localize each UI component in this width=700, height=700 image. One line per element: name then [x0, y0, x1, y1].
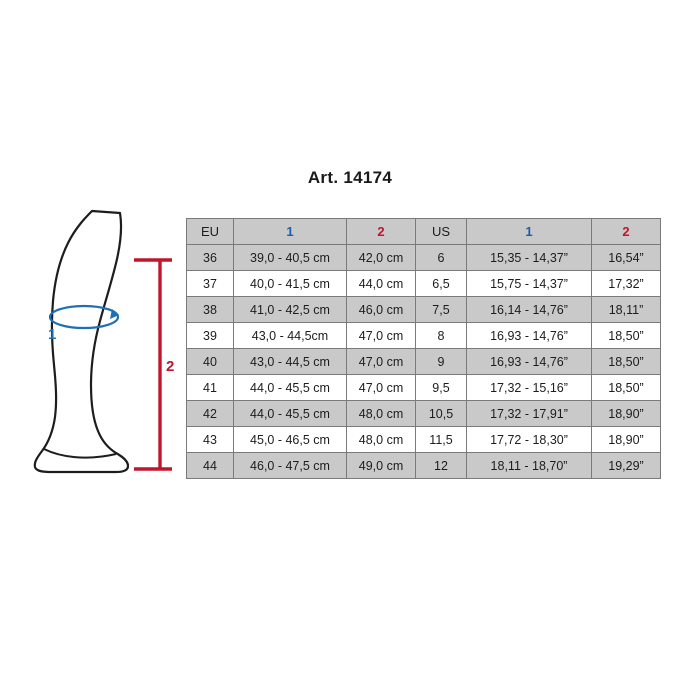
cell-in-circumference: 15,75 - 14,37” — [467, 271, 592, 297]
cell-cm-circumference: 46,0 - 47,5 cm — [234, 453, 347, 479]
cell-eu: 37 — [187, 271, 234, 297]
size-table — [186, 218, 661, 479]
table-row — [187, 375, 661, 401]
header-in-height: 2 — [592, 219, 661, 245]
cell-us: 9,5 — [416, 375, 467, 401]
header-in-circumference: 1 — [467, 219, 592, 245]
cell-eu: 42 — [187, 401, 234, 427]
header-cm-height: 2 — [347, 219, 416, 245]
table-row — [187, 401, 661, 427]
cell-in-height: 18,90” — [592, 427, 661, 453]
cell-in-circumference: 15,35 - 14,37” — [467, 245, 592, 271]
header-us: US — [416, 219, 467, 245]
cell-in-height: 18,11” — [592, 297, 661, 323]
cell-in-circumference: 17,32 - 15,16” — [467, 375, 592, 401]
cell-cm-height: 48,0 cm — [347, 401, 416, 427]
cell-in-height: 18,50” — [592, 375, 661, 401]
cell-cm-height: 42,0 cm — [347, 245, 416, 271]
table-row — [187, 349, 661, 375]
cell-cm-circumference: 43,0 - 44,5 cm — [234, 349, 347, 375]
cell-us: 10,5 — [416, 401, 467, 427]
cell-in-height: 17,32” — [592, 271, 661, 297]
cell-us: 12 — [416, 453, 467, 479]
cell-eu: 39 — [187, 323, 234, 349]
cell-eu: 36 — [187, 245, 234, 271]
cell-cm-circumference: 41,0 - 42,5 cm — [234, 297, 347, 323]
cell-cm-height: 47,0 cm — [347, 375, 416, 401]
cell-us: 6,5 — [416, 271, 467, 297]
cell-cm-circumference: 44,0 - 45,5 cm — [234, 375, 347, 401]
header-cm-circumference: 1 — [234, 219, 347, 245]
table-row — [187, 271, 661, 297]
page-title: Art. 14174 — [307, 168, 393, 187]
cell-in-height: 18,90” — [592, 401, 661, 427]
cell-us: 6 — [416, 245, 467, 271]
cell-cm-circumference: 45,0 - 46,5 cm — [234, 427, 347, 453]
cell-cm-height: 46,0 cm — [347, 297, 416, 323]
cell-cm-circumference: 43,0 - 44,5cm — [234, 323, 347, 349]
cell-cm-circumference: 44,0 - 45,5 cm — [234, 401, 347, 427]
cell-cm-height: 48,0 cm — [347, 427, 416, 453]
cell-cm-height: 47,0 cm — [347, 349, 416, 375]
cell-in-height: 16,54” — [592, 245, 661, 271]
cell-eu: 38 — [187, 297, 234, 323]
cell-in-height: 18,50” — [592, 323, 661, 349]
cell-eu: 40 — [187, 349, 234, 375]
cell-us: 9 — [416, 349, 467, 375]
table-row — [187, 323, 661, 349]
table-row — [187, 297, 661, 323]
cell-in-circumference: 16,14 - 14,76” — [467, 297, 592, 323]
cell-us: 11,5 — [416, 427, 467, 453]
cell-eu: 44 — [187, 453, 234, 479]
cell-in-circumference: 16,93 - 14,76” — [467, 323, 592, 349]
figure-label-1: 1 — [48, 326, 57, 343]
table-row — [187, 245, 661, 271]
cell-in-circumference: 17,32 - 17,91” — [467, 401, 592, 427]
cell-in-height: 18,50” — [592, 349, 661, 375]
cell-eu: 41 — [187, 375, 234, 401]
cell-in-circumference: 18,11 - 18,70” — [467, 453, 592, 479]
cell-eu: 43 — [187, 427, 234, 453]
cell-in-height: 19,29” — [592, 453, 661, 479]
header-eu: EU — [187, 219, 234, 245]
leg-diagram — [20, 205, 190, 490]
cell-cm-circumference: 39,0 - 40,5 cm — [234, 245, 347, 271]
table-row — [187, 453, 661, 479]
figure-label-2: 2 — [166, 358, 175, 375]
cell-us: 7,5 — [416, 297, 467, 323]
cell-in-circumference: 16,93 - 14,76” — [467, 349, 592, 375]
table-header-row — [187, 219, 661, 245]
cell-us: 8 — [416, 323, 467, 349]
cell-cm-height: 44,0 cm — [347, 271, 416, 297]
cell-cm-height: 49,0 cm — [347, 453, 416, 479]
cell-in-circumference: 17,72 - 18,30” — [467, 427, 592, 453]
cell-cm-circumference: 40,0 - 41,5 cm — [234, 271, 347, 297]
table-row — [187, 427, 661, 453]
cell-cm-height: 47,0 cm — [347, 323, 416, 349]
